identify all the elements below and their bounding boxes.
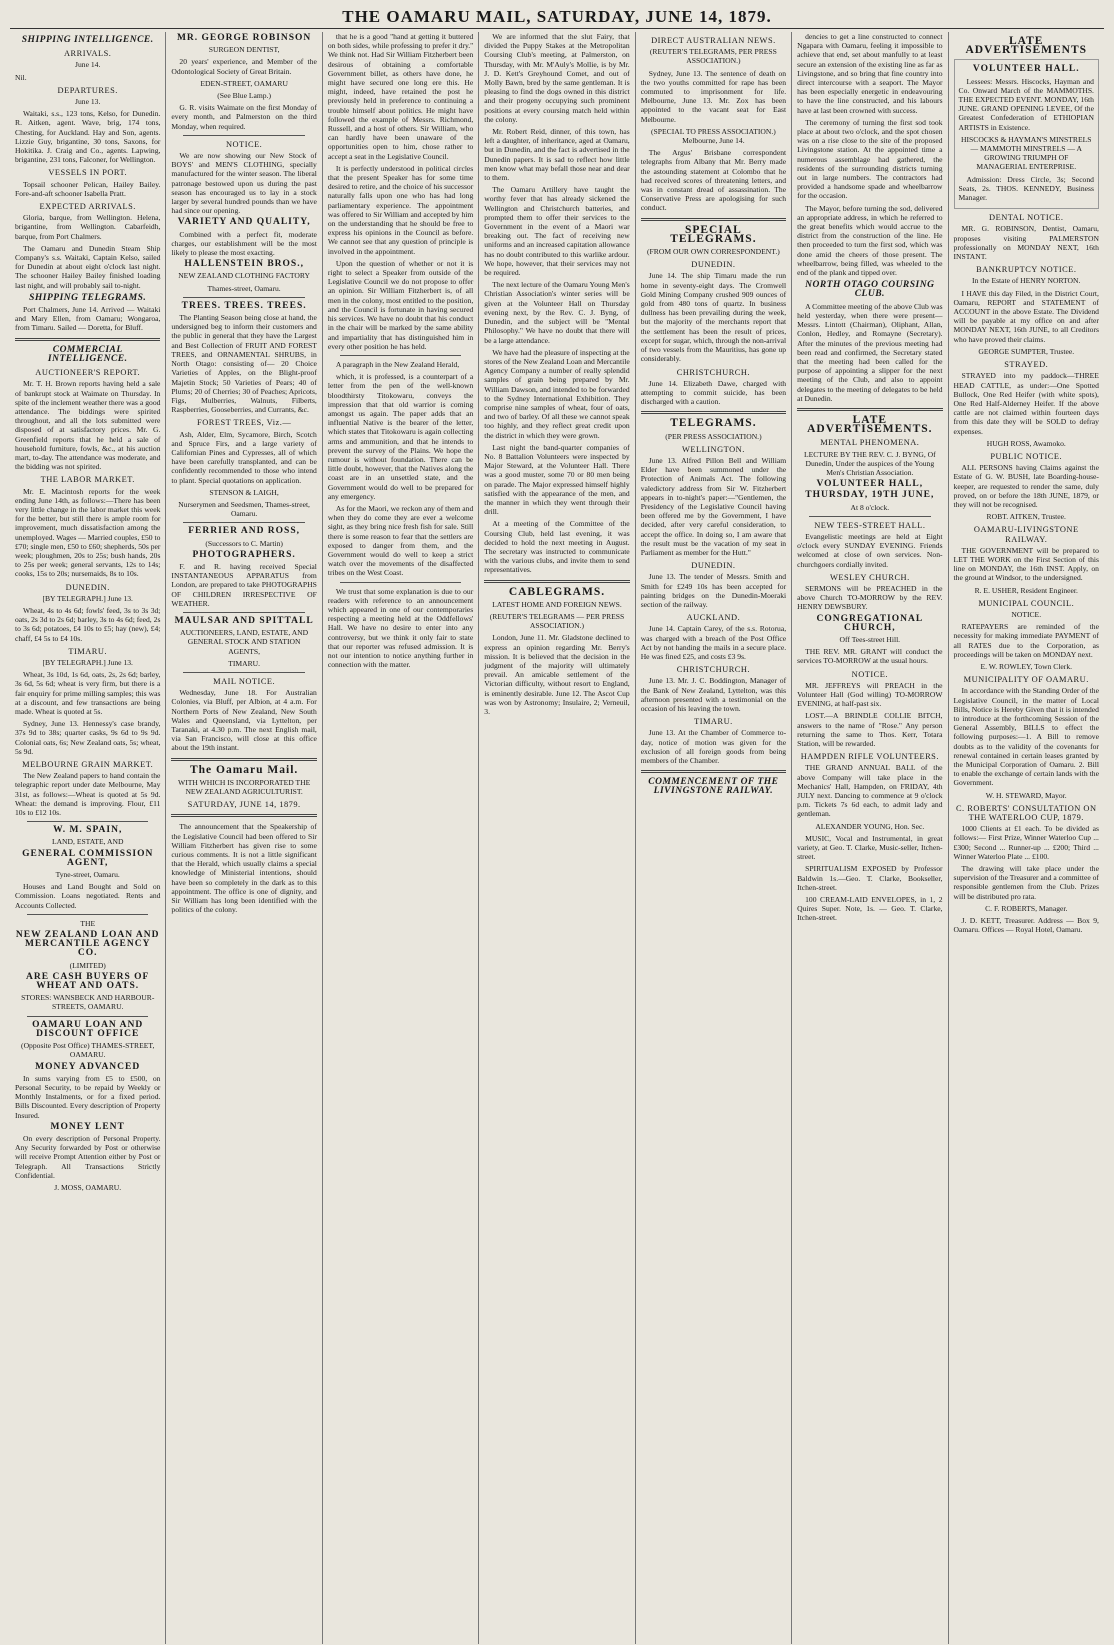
ad-signature: ALEXANDER YOUNG, Hon. Sec.: [815, 821, 925, 831]
section-heading: SHIPPING INTELLIGENCE.: [21, 35, 154, 45]
ad-text: EDEN-STREET, OAMARU: [200, 78, 288, 88]
text: We are informed that the slut Fairy, that divided the Puppy Stakes at the Metropolitan Coursing Club's meeting, at Palmerston, on Thursday, with Mr. M'Auly's Mollie, is by Mr. J. D. Kett's Greyhound Comet, and out of Molly Bawn, bred by the same gentleman. It is pleasing to find the dogs owned in this district and their progeny occupying such prominent positions at every coursing match held within the colony.: [484, 32, 630, 124]
text: June 13. Mr. J. C. Boddington, Manager of the Bank of New Zealand, Lyttelton, was this afternoon presented with a testimonial on the occasion of his leaving the town.: [640, 676, 787, 713]
subheading: WELLINGTON.: [682, 444, 745, 454]
ad-signature: E. W. ROWLEY, Town Clerk.: [980, 661, 1073, 671]
ad-title: MR. GEORGE ROBINSON: [176, 33, 312, 43]
subheading: AUCKLAND.: [686, 613, 741, 623]
column-7: [949, 32, 1104, 1644]
text: Wheat, 3s 10d, 1s 6d, oats, 2s, 2s 6d; barley, 3s 6d, 5s 6d; wheat is very firm, but there is a fair enquiry for prime milling samples; this was at a discount, and few transactions are being made. Wheat is quoted at 5s.: [15, 670, 161, 716]
ad-text: Nurserymen and Seedsmen, Thames-street, Oamaru.: [178, 499, 310, 519]
section-heading: SPECIAL TELEGRAMS.: [670, 223, 757, 245]
ad-title: STRAYED.: [1004, 360, 1049, 370]
ad-text: STRAYED into my paddock—THREE HEAD CATTLE, as under:—One Spotted Bullock, One Red Heifer (with white spots), One Red Half-Alderney Heifer. If the above cattle are not claimed within fourteen days from this date they will be SOLD to defray expenses.: [953, 371, 1099, 436]
ad-text: We are now showing our New Stock of BOYS' and MEN'S CLOTHING, specially manufactured for the winter season. The liberal patronage bestowed upon us during the past season has encouraged us to lay in a stock larger by several hundred pounds than we have had since our opening.: [171, 151, 317, 216]
text: At a meeting of the Committee of the Coursing Club, held last evening, it was decided to hold the next meeting in August. The secretary was instructed to communicate with the various clubs, and invite them to send representatives.: [484, 519, 630, 575]
ad-text: On every description of Personal Property. Any Security forwarded by Post or otherwise will receive Prompt Attention either by Post or Telegraph. All Transactions Strictly Confidential.: [15, 1133, 161, 1180]
source-line: (PER PRESS ASSOCIATION.): [665, 431, 762, 441]
ad-text: 100 CREAM-LAID ENVELOPES, in 1, 2 Quires Super. Note, 1s. — Geo. T. Clarke, Itchen-street.: [797, 895, 943, 923]
paper-title: The Oamaru Mail.: [189, 763, 299, 776]
ad-text: In accordance with the Standing Order of the Legislative Council, in the matter of Local Bills, Notice is Hereby Given that it is intended to introduce at the forthcoming Session of the General Assembly, BILLS to effect the following purposes:—1. A Bill to remove doubts as to the validity of the covenants for renewal contained in certain leases granted by the Municipal Corporation of Oamaru. 2. Bill to enable the exchange of certain lands with the Government.: [953, 686, 1099, 788]
ad-text: (Opposite Post Office) THAMES-STREET, OAMARU.: [21, 1041, 155, 1060]
text: We trust that some explanation is due to our readers with reference to an announcement which appeared in one of our contemporaries respecting a meeting held at the Oddfellows' Hall. We have no desire to enter into any controversy, but we think it only fair to state that our reporter was refused admission. It is not our intention to notice anything further in connection with the matter.: [327, 586, 474, 670]
ad-text: (LIMITED): [69, 960, 106, 970]
text: Mr. E. Macintosh reports for the week ending June 14th, as follows:—There has been very little change in the labor market this week for the better, but still there is ample room for improvement, much dissatisfaction among the unemployed. Wages — Married couples, £50 to £70; single men, £50 to £60; shepherds, 50s per week; ploughmen, 20s to 25s; bush hands, 20s to 25s per week; general servants, 12s to 14s; cooks, 15s to 20s; nursemaids, 8s to 10s.: [15, 486, 161, 579]
ad-signature: HUGH ROSS, Awamoko.: [986, 438, 1066, 448]
editorial-text: It is perfectly understood in political circles that the present Speaker has for some time desired to retire, and the choice of his successor naturally falls upon one who has had long parliamentary experience. The appointment was offered to Sir William and accepted by him on the understanding that he should be free to express his opinions in the Council as before. We cannot see that any question of principle is involved in the appointment.: [327, 163, 474, 256]
ad-title: BANKRUPTCY NOTICE.: [976, 265, 1077, 275]
text: Gloria, barque, from Wellington. Helena, brigantine, from Wellington. Cabarfeidh, barque, from Port Chalmers.: [15, 213, 161, 241]
columns: [10, 32, 1104, 1644]
ad-text: RATEPAYERS are reminded of the necessity for making immediate PAYMENT of all RATES due to the Corporation, as proceedings will be taken on MONDAY next.: [953, 622, 1099, 659]
ad-text: Evangelistic meetings are held at Eight o'clock every SUNDAY EVENING. Friends welcomed at close of own services. Non-churchgoers cordially invited.: [797, 531, 943, 569]
ad-text: NEW ZEALAND CLOTHING FACTORY: [178, 271, 311, 281]
subheading: NOTICE.: [225, 139, 263, 149]
ad-title: NEW ZEALAND LOAN AND MERCANTILE AGENCY CO.: [15, 930, 160, 959]
ad-text: In the Estate of HENRY NORTON.: [972, 276, 1081, 286]
ad-text: F. and R. having received Special INSTANTANEOUS APPARATUS from London, are prepared to take PHOTOGRAPHS OF CHILDREN IRRESPECTIVE OF WEATHER.: [171, 561, 317, 608]
column-2: [166, 32, 322, 1644]
ad-text: TIMARU.: [228, 658, 261, 668]
ad-title: HAMPDEN RIFLE VOLUNTEERS.: [800, 752, 939, 762]
text: June 14. Elizabeth Dawe, charged with attempting to commit suicide, has been discharged with a caution.: [640, 378, 787, 407]
ad-title: MONEY ADVANCED: [35, 1061, 141, 1072]
ad-title: PHOTOGRAPHERS.: [192, 549, 296, 560]
ad-text: In sums varying from £5 to £500, on Personal Security, to be repaid by Weekly or Monthly Instalments, or for a fixed period. Bills Discounted. Every description of Property Insured.: [15, 1073, 161, 1120]
section-heading: LATE ADVERTISEMENTS.: [807, 413, 933, 436]
source-line: (REUTER'S TELEGRAMS, PER PRESS ASSOCIATION.): [649, 47, 777, 66]
date: [BY TELEGRAPH.] June 13.: [42, 657, 133, 667]
divider: [641, 770, 786, 773]
section-heading: COMMERCIAL INTELLIGENCE.: [47, 344, 128, 364]
text: which, it is professed, is a counterpart of a letter from the pen of the well-known bloodthirsty Titokowaru, conveys the impression that that old warrior is coming amongst us again. The paper adds that an influential Native is the bearer of the letter, which states that Titokowaru is again collecting arms and ammunition, and that he intends to prevent the survey of the Plains. We hope the rumour is without foundation. There can be little doubt, however, that the Natives along the coast are in an unsettled state, and the Government would do well to be prepared for any emergency.: [327, 372, 474, 501]
subheading: ARRIVALS.: [64, 49, 112, 59]
subheading: CHRISTCHURCH.: [676, 665, 751, 675]
ad-text: J. D. KETT, Treasurer. Address — Box 9, Oamaru. Offices — Royal Hotel, Oamaru.: [953, 916, 1099, 935]
subheading: DEPARTURES.: [57, 85, 118, 95]
source-line: (REUTER'S TELEGRAMS — PER PRESS ASSOCIATION.): [489, 611, 625, 631]
ad-text: THE: [80, 918, 96, 928]
ad-text: HISCOCKS & HAYMAN'S MINSTRELS — MAMMOTH MINSTRELS — A GROWING TRIUMPH OF MANAGERIAL ENTERPRISE.: [961, 134, 1092, 172]
ad-text: Thames-street, Oamaru.: [207, 283, 281, 293]
text: Nil.: [15, 72, 27, 82]
text: June 14. Captain Carey, of the s.s. Rotorua, was charged with a breach of the Post Office Act by not handing the mails in a secure place. He was fined £25, and costs £3 9s.: [640, 624, 787, 661]
ad-title: DENTAL NOTICE.: [989, 213, 1064, 223]
ad-text: 1000 Clients at £1 each. To be divided as follows:— First Prize, Winner Waterloo Cup ... £300; Second ... Runner-up ... £200; Third ... Winner Waterloo Plate ... £100.: [953, 824, 1099, 861]
subheading: MAIL NOTICE.: [213, 676, 276, 686]
subheading: AUCTIONEER'S REPORT.: [35, 368, 141, 378]
ad-text: LECTURE BY THE REV. C. J. BYNG, Of Dunedin, Under the auspices of the Young Men's Christian Association.: [803, 449, 936, 477]
ad-signature: W. H. STEWARD, Mayor.: [985, 790, 1067, 800]
ad-text: SURGEON DENTIST,: [208, 45, 280, 55]
text: Sydney, June 13. The sentence of death on the two youths committed for rape has been commuted to imprisonment for life. Melbourne, June 13. Mr. Zox has been appointed to the vacant seat for East Melbourne.: [640, 68, 787, 124]
ad-title: OAMARU LOAN AND DISCOUNT OFFICE: [32, 1019, 144, 1039]
ad-signature: STENSON & LAIGH,: [209, 487, 279, 497]
subheading: EXPECTED ARRIVALS.: [39, 202, 136, 212]
divider: [27, 914, 148, 915]
masthead: THE OAMARU MAIL, SATURDAY, JUNE 14, 1879.: [10, 6, 1104, 29]
ad-title: MAULSAR AND SPITTALL: [174, 615, 314, 626]
ad-text: Off Tees-street Hill.: [839, 634, 901, 644]
column-6: [792, 32, 948, 1644]
ad-title: WESLEY CHURCH.: [829, 572, 910, 582]
editorial-text: The announcement that the Speakership of the Legislative Council had been offered to Sir William Fitzherbert has given rise to some curious comments. It is not a little significant that the Herald, which usually claims a special knowledge of Ministerial intentions, should have been so completely in the dark as to this appointment. The office is one of dignity, and Sir William has long been identified with the politics of the colony.: [171, 822, 317, 915]
divider: [484, 580, 629, 583]
text: June 13. Alfred Pillon Bell and William Elder have been summoned under the Protection of Animals Act. The following valedictory address from Sir W. Fitzherbert appears in to-night's paper:—"Gentlemen, the Presidency of the Legislative Council having been offered me by the Government, I have decided, after very careful consideration, to accept the office. In doing so, I am aware that the result must be the vacation of my seat in Parliament as member for the Hutt.": [640, 455, 787, 557]
ad-text: LAND, ESTATE, AND: [51, 837, 124, 847]
ad-text: MR. G. ROBINSON, Dentist, Oamaru, proposes visiting PALMERSTON professionally on MONDAY NEXT, 16th INSTANT.: [953, 224, 1099, 262]
divider: [171, 814, 316, 817]
paragraph-lead: A paragraph in the New Zealand Herald,: [335, 359, 460, 369]
column-1: [10, 32, 166, 1644]
divider: [183, 672, 304, 673]
ad-title: FERRIER AND ROSS,: [188, 526, 301, 537]
text: Last night the band-quarter companies of No. 8 Battalion Volunteers were inspected by Major Steward, at the Volunteer Hall. There was a good muster, some 70 or 80 men being on parade. The Major expressed himself highly satisfied with the appearance of the men, and the manner in which they went through their drill.: [484, 442, 630, 517]
ad-signature: J. MOSS, OAMARU.: [54, 1182, 122, 1192]
ad-title: C. ROBERTS' CONSULTATION ON THE WATERLOO CUP, 1879.: [955, 803, 1097, 823]
text: Mr. T. H. Brown reports having held a sale of bankrupt stock at Waimate on Thursday. In spite of the inclement weather there was a good attendance. The biddings were spirited throughout, and all the lots submitted were disposed of at satisfactory prices. Mr. G. Greenfield reports that he held a sale of household furniture, fowls, &c., at his auction mart, to-day. The attendance was moderate, and the bidding was not spirited.: [15, 379, 161, 472]
section-heading: CABLEGRAMS.: [508, 585, 606, 598]
ad-text: NOTICE.: [1011, 609, 1042, 619]
divider: [171, 758, 316, 761]
date: [BY TELEGRAPH.] June 13.: [42, 593, 133, 603]
column-3: [323, 32, 479, 1644]
ad-title: W. M. SPAIN,: [53, 825, 123, 836]
divider: [809, 516, 930, 517]
ad-title: HALLENSTEIN BROS.,: [184, 259, 304, 270]
ad-title: MUNICIPALITY OF OAMARU.: [963, 675, 1089, 685]
ad-text: LOST.—A BRINDLE COLLIE BITCH, answers to the name of "Rose." Any person returning the same to Thos. Kerr, Totara Station, will be rewarded.: [797, 711, 943, 749]
subheading: MELBOURNE GRAIN MARKET.: [22, 760, 154, 770]
text: Mr. Robert Reid, dinner, of this town, has left a daughter, of inheritance, aged at Oamaru, but in Dunedin, and the fact is advertised in the Dunedin papers. It is sad to reflect how little men know what may befall those near and dear to them.: [484, 127, 630, 183]
ad-title: VOLUNTEER HALL,: [816, 479, 924, 490]
ad-text: G. R. visits Waimate on the first Monday of every month, and Palmerston on the third Monday, when required.: [171, 103, 317, 131]
divider: [340, 355, 461, 356]
subheading: THE LABOR MARKET.: [40, 475, 135, 485]
subheading: DUNEDIN.: [691, 561, 736, 571]
ad-text: THE GRAND ANNUAL BALL of the above Company will take place in the Mechanics' Hall, Hampden, on FRIDAY, 4th JULY next. Dancing to commence at 9 o'clock p.m. Tickets 7s 6d each, to admit lady and gentleman.: [797, 763, 943, 819]
ad-title: THURSDAY, 19TH JUNE,: [805, 490, 935, 501]
ad-text: Admission: Dress Circle, 3s; Second Seats, 2s. THOS. KENNEDY, Business Manager.: [958, 174, 1094, 203]
ad-title: MONEY LENT: [50, 1121, 125, 1132]
date: June 13.: [75, 97, 101, 107]
text: June 13. At the Chamber of Commerce to-day, notice of motion was given for the exclusion of all foreign goods from being members of the Chamber.: [640, 728, 787, 766]
divider: [340, 582, 461, 583]
section-heading: COMMENCEMENT OF THE LIVINGSTONE RAILWAY.: [648, 777, 779, 797]
subheading: TIMARU.: [694, 717, 733, 727]
ad-text: SERMONS will be PREACHED in the above Church TO-MORROW by the REV. HENRY DEWSBURY.: [797, 583, 943, 612]
section-heading: NORTH OTAGO COURSING CLUB.: [805, 280, 935, 300]
divider: [641, 218, 786, 221]
ad-signature: GEORGE SUMPTER, Trustee.: [978, 346, 1075, 356]
divider: [641, 411, 786, 414]
ad-text: The Planting Season being close at hand, the undersigned beg to inform their customers and the public in general that they have the Largest and Best Collection of FRUIT AND FOREST TREES, and ORNAMENTAL SHRUBS, in North Otago: consisting of— 20 Choice Varieties of Apples, on the Blight-proof Majetin Stock; 50 Varieties of Pears; 40 of Plums; 20 of Cherries; 30 of Peaches; Apricots, Figs, Mulberries, Walnuts, Filberts, Raspberries, Gooseberries, and Currants, &c.: [171, 313, 317, 415]
ad-text: THE REV. MR. GRANT will conduct the services TO-MORROW at the usual hours.: [797, 647, 943, 666]
paper-subtitle: WITH WHICH IS INCORPORATED THE NEW ZEALAND AGRICULTURIST.: [178, 777, 311, 797]
ad-title: OAMARU-LIVINGSTONE RAILWAY.: [973, 525, 1079, 544]
text: Topsail schooner Pelican, Hailey Bailey. Fore-and-aft schooner Isabella Pratt.: [15, 179, 161, 198]
divider: [27, 821, 148, 822]
ad-title: VARIETY AND QUALITY,: [177, 217, 311, 228]
column-5: [636, 32, 792, 1644]
text: June 13. The tender of Messrs. Smith and Smith for £249 10s has been accepted for painting bridges on the Dunedin-Moeraki section of the railway.: [640, 572, 787, 609]
ad-title: VOLUNTEER HALL.: [972, 64, 1080, 75]
ad-text: AUCTIONEERS, LAND, ESTATE, AND GENERAL STOCK AND STATION AGENTS,: [180, 628, 309, 656]
text: A Committee meeting of the above Club was held yesterday, when there were present—Messrs. Lintott (Chairman), Oliphant, Allan, Conlon, Hedley, and Romayne (Secretary). After the minutes of the previous meeting had been read and confirmed, the Secretary stated that the meeting had been called for the purpose of appointing a slipper for the next meeting of the Club, and also to appoint delegates to the meeting of delegates to be held at Dunedin.: [797, 301, 943, 403]
text: Sydney, June 13. Hennessy's case brandy, 37s 9d to 38s; quarter casks, 9s 6d to 9s 9d. Colonial oats, 6s; New Zealand oats, 5s; wheat, 5s 9d.: [15, 719, 161, 756]
source-line: (FROM OUR OWN CORRESPONDENT.): [647, 247, 780, 257]
divider: [27, 1016, 148, 1017]
ad-title: MENTAL PHENOMENA.: [820, 438, 920, 448]
text: Waitaki, s.s., 123 tons, Kelso, for Dunedin. R. Aitken, agent. Wave, brig, 174 tons, Chesting, for Auckland. Hay and Son, agents. Lizzie Guy, brigantine, 30 tons, Saxons, for Hokitika. J. Craig and Co., agents. Lapwing, brigantine, 231 tons, Falconer, for Wellington.: [15, 109, 161, 165]
text: Wheat, 4s to 4s 6d; fowls' feed, 3s to 3s 3d; oats, 2s 3d to 2s 6d; barley, 3s to 4s 6d; feed, 2s to 3s 6d; potatoes, £4 10s to £5; hay (new), £4; chaff, £4 5s to £4 10s.: [15, 605, 161, 643]
text: As for the Maori, we reckon any of them and when they do come they are ever a welcome sight, as they bring nice fresh fish for sale. Still there is some reason to fear that the settlers are exposed to danger from them, and the Government would do well to keep a strict watch over the movements of the disaffected tribes on the West Coast.: [327, 503, 474, 578]
ad-title: MUNICIPAL COUNCIL.: [978, 598, 1075, 608]
ad-title: TREES. TREES. TREES.: [181, 300, 307, 311]
date: June 14.: [75, 60, 101, 70]
editorial-text: Upon the question of whether or not it is right to select a Speaker from outside of the Legislative Council we do not propose to offer an opinion. Sir William Fitzherbert is, of all men in the colony, most entitled to the position, and the Council is fortunate in having secured his services. We have no doubt that his conduct in the chair will be marked by the same ability and impartiality that has distinguished him in every other position he has held.: [327, 258, 474, 351]
ad-text: MR. JEFFREYS will PREACH in the Volunteer Hall (God willing) TO-MORROW EVENING, at half-past six.: [797, 680, 943, 709]
editorial-text: that he is a good "hand at getting it buttered on both sides, while professing to prefer it dry." We think not. Had Sir William Fitzherbert been desirous of obtaining a comfortable Government billet, as others have done, he might have secured one long ere this. He might, indeed, have retained the post he previously held in preference to continuing a trouble himself about politics. He might have followed the example of Messrs. Richmond, Russell, and a host of others. Sir William, who can hardly have been unaware of the opportunities open to him, chose rather to accept a seat in the Legislative Council.: [327, 32, 474, 161]
divider: [183, 612, 304, 613]
text: dencies to get a line constructed to connect Ngapara with Oamaru, feeling it impossible to achieve that end, set about manfully to at least secure an extension of the existing line as far as Livingstone, and so bring that fine country into direct intercourse with a seaport. The Mayor has been especially energetic in endeavouring to have the line constructed, and his labours have at last been crowned with success.: [797, 32, 943, 115]
ad-title: ARE CASH BUYERS OF WHEAT AND OATS.: [26, 971, 150, 992]
ad-text: MUSIC, Vocal and Instrumental, in great variety, at Geo. T. Clarke, Music-seller, Itchen-street.: [797, 833, 943, 862]
divider: [797, 408, 942, 411]
subheading: DUNEDIN.: [65, 582, 110, 592]
ad-text: (See Blue Lamp.): [217, 91, 272, 101]
subheading: FOREST TREES, Viz.—: [197, 418, 292, 428]
subheading: CHRISTCHURCH.: [676, 367, 751, 377]
text: The Oamaru Artillery have taught the worthy fever that has already sickened the Wellington and Christchurch batteries, and prompted them to offer their services to the Government in the event of a Maori war breaking out. The fact of receiving new uniforms and an increased capitation allowance has no doubt contributed to this warlike ardour. We hope, however, that their services may not be required.: [484, 185, 630, 278]
ad-signature: ROBT. AITKEN, Trustee.: [986, 512, 1066, 522]
ad-text: Combined with a perfect fit, moderate charges, our establishment will be the most likely to please the most exacting.: [171, 229, 317, 258]
subheading: VESSELS IN PORT.: [48, 168, 128, 178]
text: Port Chalmers, June 14. Arrived — Waitaki and Mary Ellen, from Oamaru; Wongaroa, from Timaru. Sailed — Doretta, for Bluff.: [15, 305, 161, 333]
subheading: DUNEDIN.: [691, 260, 736, 270]
ad-title: NEW TEES-STREET HALL.: [814, 520, 926, 530]
subheading: LATEST HOME AND FOREIGN NEWS.: [492, 599, 622, 609]
ad-text: Houses and Land Bought and Sold on Commission. Loans negotiated. Rents and Accounts Collected.: [15, 882, 161, 910]
text: The Mayor, before turning the sod, delivered an appropriate address, in which he referred to the great benefits which would accrue to the district from the construction of the line. He then proceeded to turn the first sod, which was done amid the cheers of those present. The wheelbarrow, being filled, was wheeled to the end of the plank and tipped over.: [797, 203, 943, 278]
ad-text: ALL PERSONS having Claims against the Estate of G. W. BUSH, late Boarding-house-keeper, are requested to render the same, duly proved, on or before the 18th JUNE, 1879, or they will not be recognised.: [953, 463, 1099, 509]
text: Wednesday, June 18. For Australian Colonies, via Bluff, per Albion, at 4 a.m. For Northern Ports of New Zealand, New South Wales and Queensland, via Lyttelton, per Taranaki, at 4.30 p.m. The next English mail, via San Francisco, will close at this office about the 19th instant.: [171, 688, 317, 753]
ad-text: I HAVE this day Filed, in the District Court, Oamaru, REPORT and STATEMENT of ACCOUNT in the above Estate. The Dividend will be payable at my office on and after MONDAY NEXT, 16th JUNE, to all Creditors who have proved their claims.: [953, 288, 1099, 344]
ad-title: CONGREGATIONAL CHURCH,: [816, 613, 924, 633]
text: The ceremony of turning the first sod took place at about two o'clock, and the spot chosen was on a rise close to the site of the proposed Livingstone station. At the appointed time a numerous assemblage had gathered, the residents of the surrounding districts turning out in large numbers. The contractors had provided a handsome spade and wheelbarrow for the occasion.: [797, 117, 943, 201]
ad-volunteer-hall: [954, 59, 1099, 209]
text: June 14. The ship Timaru made the run home in seventy-eight days. The Cromwell Gold Mining Company crushed 909 ounces of gold from 480 tons of quartz. In business dullness has been prevailing during the week, but the majority of the merchants report that the settlement has been the result of prices, except for sugar, which, through the non-arrival of two vessels from the Mauritius, has gone up considerably.: [640, 271, 787, 364]
ad-text: Lessees: Messrs. Hiscocks, Hayman and Co. Onward March of the MAMMOTHS. THE EXPECTED EVENT. MONDAY, 16th JUNE. GRAND OPENING LEVEE, Of the Greatest Confederation of ETHIOPIAN ARTISTS in Existence.: [958, 76, 1094, 132]
ad-text: THE GOVERNMENT will be prepared to LET THE WORK on the First Section of this line on MONDAY, the 16th INST. Apply, on the ground at Windsor, to the undersigned.: [953, 545, 1099, 583]
text: The next lecture of the Oamaru Young Men's Christian Association's winter series will be given at the Volunteer Hall on Thursday evening next, by the Rev. C. J. Byng, of Dunedin, and the subject will be "Mental Philosophy." We have no doubt that there will be a large attendance.: [484, 280, 630, 345]
divider: [183, 522, 304, 523]
text: The New Zealand papers to hand contain the telegraphic report under date Melbourne, May 31st, as follows:—Wheat is quoted at 5s 9d. Wheat: the demand is improving. Flour, £11 10s to £12 10s.: [15, 771, 161, 818]
ad-text: 20 years' experience, and Member of the Odontological Society of Great Britain.: [171, 57, 317, 76]
paper-date: SATURDAY, JUNE 14, 1879.: [187, 800, 301, 810]
section-heading: SHIPPING TELEGRAMS.: [29, 292, 147, 303]
text: The Oamaru and Dunedin Steam Ship Company's s.s. Waitaki, Captain Kelso, sailed for Dunedin at about eight o'clock last night. The schooner Hailey Bailey finished loading last night, and will probably sail to-night.: [15, 243, 161, 290]
divider: [183, 297, 304, 298]
ad-title: NOTICE.: [851, 669, 888, 679]
ad-text: (Successors to C. Martin): [205, 538, 283, 548]
column-4: [479, 32, 635, 1644]
ad-text: SPIRITUALISM EXPOSED by Professor Baldwin 1s.—Geo. T. Clarke, Bookseller, Itchen-street.: [797, 864, 943, 892]
section-heading: TELEGRAMS.: [670, 417, 757, 430]
text: London, June 11. Mr. Gladstone declined to express an opinion regarding Mr. Berry's mission. It is believed that the decision in the judgment of the majority will ultimately prevail. An amicable settlement of the Victorian difficulty, without resort to England, is eminently desirable. June 12. The Ascot Cup was won by Astronomy; Insulaire, 2; Verneuil, 3.: [484, 633, 630, 717]
ad-text: STORES: WANSBECK AND HARBOUR-STREETS, OAMARU.: [21, 993, 155, 1012]
section-heading: LATE ADVERTISEMENTS: [965, 35, 1088, 57]
ad-text: At 8 o'clock.: [850, 502, 890, 512]
text: The Argus' Brisbane correspondent telegraphs from Albany that Mr. Berry made the astounding statement at Colombo that he had received scores of threatening letters, and was in constant dread of assassination. The Conservative Press are apologising for such conduct.: [640, 148, 787, 213]
ad-title: GENERAL COMMISSION AGENT,: [22, 848, 154, 868]
ad-text: The drawing will take place under the supervision of the Treasurer and a committee of responsible gentlemen from the Club. Prizes will be distributed pro rata.: [953, 864, 1099, 901]
section-heading: DIRECT AUSTRALIAN NEWS.: [651, 36, 776, 45]
text: We have had the pleasure of inspecting at the stores of the New Zealand Loan and Mercantile Agency Company a number of really splendid samples of grain being prepared by Mr. William Dawson, and intended to be forwarded to the Sydney International Exhibition. They comprise nine samples of wheat, four of oats, and two of barley. Of all these we cannot speak too highly, and they reflect great credit upon the district in which they were grown.: [484, 347, 630, 440]
subheading: TIMARU.: [68, 646, 108, 656]
ad-text: Tyne-street, Oamaru.: [55, 870, 120, 880]
ad-title: PUBLIC NOTICE.: [990, 451, 1063, 461]
ad-signature: R. E. USHER, Resident Engineer.: [974, 585, 1078, 595]
ad-signature: C. F. ROBERTS, Manager.: [985, 903, 1068, 913]
ad-text: Ash, Alder, Elm, Sycamore, Birch, Scotch and Spruce Firs, and a large variety of Californian Pines and Cypresses, all of which have been carefully transplanted, and can be confidently recommended to those who intend to plant. Special quotations on application.: [171, 429, 317, 485]
divider: [183, 135, 304, 136]
divider: [15, 338, 160, 341]
source-line: (SPECIAL TO PRESS ASSOCIATION.) Melbourne, June 14.: [651, 126, 776, 146]
